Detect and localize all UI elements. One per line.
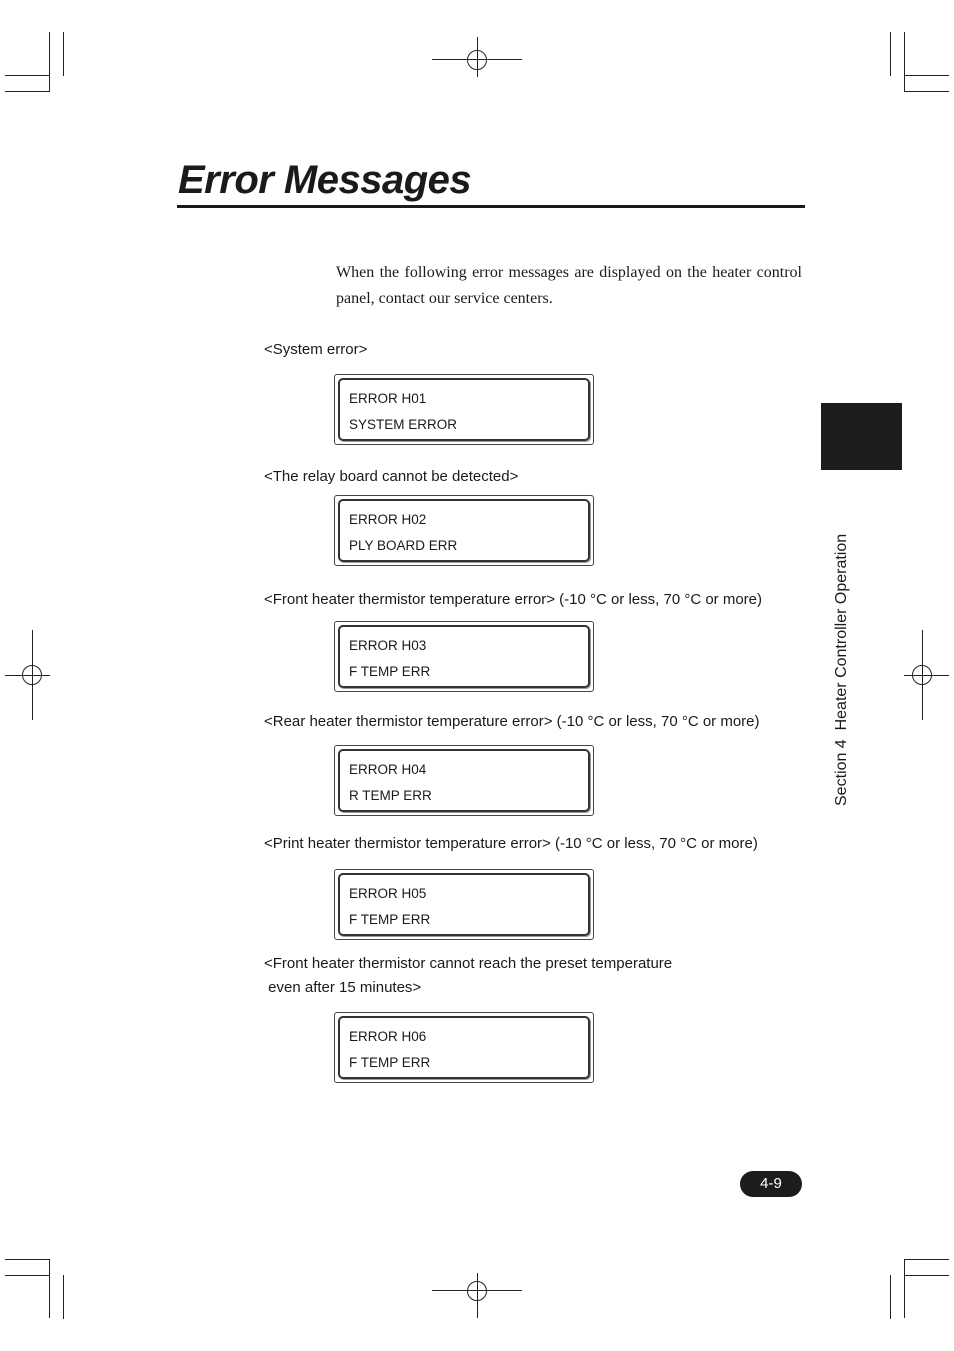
lcd-line-1: ERROR H04 bbox=[349, 762, 427, 777]
section-side-label: Section 4 Heater Controller Operation bbox=[833, 533, 850, 806]
lcd-display bbox=[334, 869, 594, 940]
lcd-line-2: F TEMP ERR bbox=[349, 912, 431, 927]
lcd-line-2: SYSTEM ERROR bbox=[349, 417, 458, 432]
page-title: Error Messages bbox=[178, 158, 472, 202]
lcd-line-2: PLY BOARD ERR bbox=[349, 538, 458, 553]
title-rule bbox=[177, 205, 805, 208]
lcd-line-2: F TEMP ERR bbox=[349, 664, 431, 679]
lcd-line-1: ERROR H06 bbox=[349, 1029, 427, 1044]
error-caption: <Front heater thermistor temperature error> (-10 °C or less, 70 °C or more) bbox=[264, 591, 763, 608]
lcd-display bbox=[334, 495, 594, 566]
lcd-line-1: ERROR H03 bbox=[349, 638, 427, 653]
lcd-line-2: R TEMP ERR bbox=[349, 788, 432, 803]
lcd-display bbox=[334, 745, 594, 816]
lcd-line-1: ERROR H01 bbox=[349, 391, 427, 406]
lcd-line-1: ERROR H05 bbox=[349, 886, 427, 901]
lcd-display bbox=[334, 1012, 594, 1083]
lcd-display bbox=[334, 621, 594, 692]
lcd-line-1: ERROR H02 bbox=[349, 512, 427, 527]
page-number-badge: 4-9 bbox=[740, 1171, 802, 1197]
error-caption: <Front heater thermistor cannot reach the preset temperature bbox=[264, 955, 673, 972]
section-tab bbox=[821, 403, 902, 470]
error-caption: <Print heater thermistor temperature error> (-10 °C or less, 70 °C or more) bbox=[264, 835, 758, 852]
lcd-display bbox=[334, 374, 594, 445]
error-caption: <The relay board cannot be detected> bbox=[264, 468, 519, 485]
error-caption: <System error> bbox=[264, 341, 368, 358]
error-caption-continued: even after 15 minutes> bbox=[264, 979, 422, 996]
intro-paragraph: When the following error messages are displayed on the heater control panel, contact our service centers. bbox=[336, 264, 802, 307]
lcd-line-2: F TEMP ERR bbox=[349, 1055, 431, 1070]
error-caption: <Rear heater thermistor temperature error> (-10 °C or less, 70 °C or more) bbox=[264, 713, 760, 730]
